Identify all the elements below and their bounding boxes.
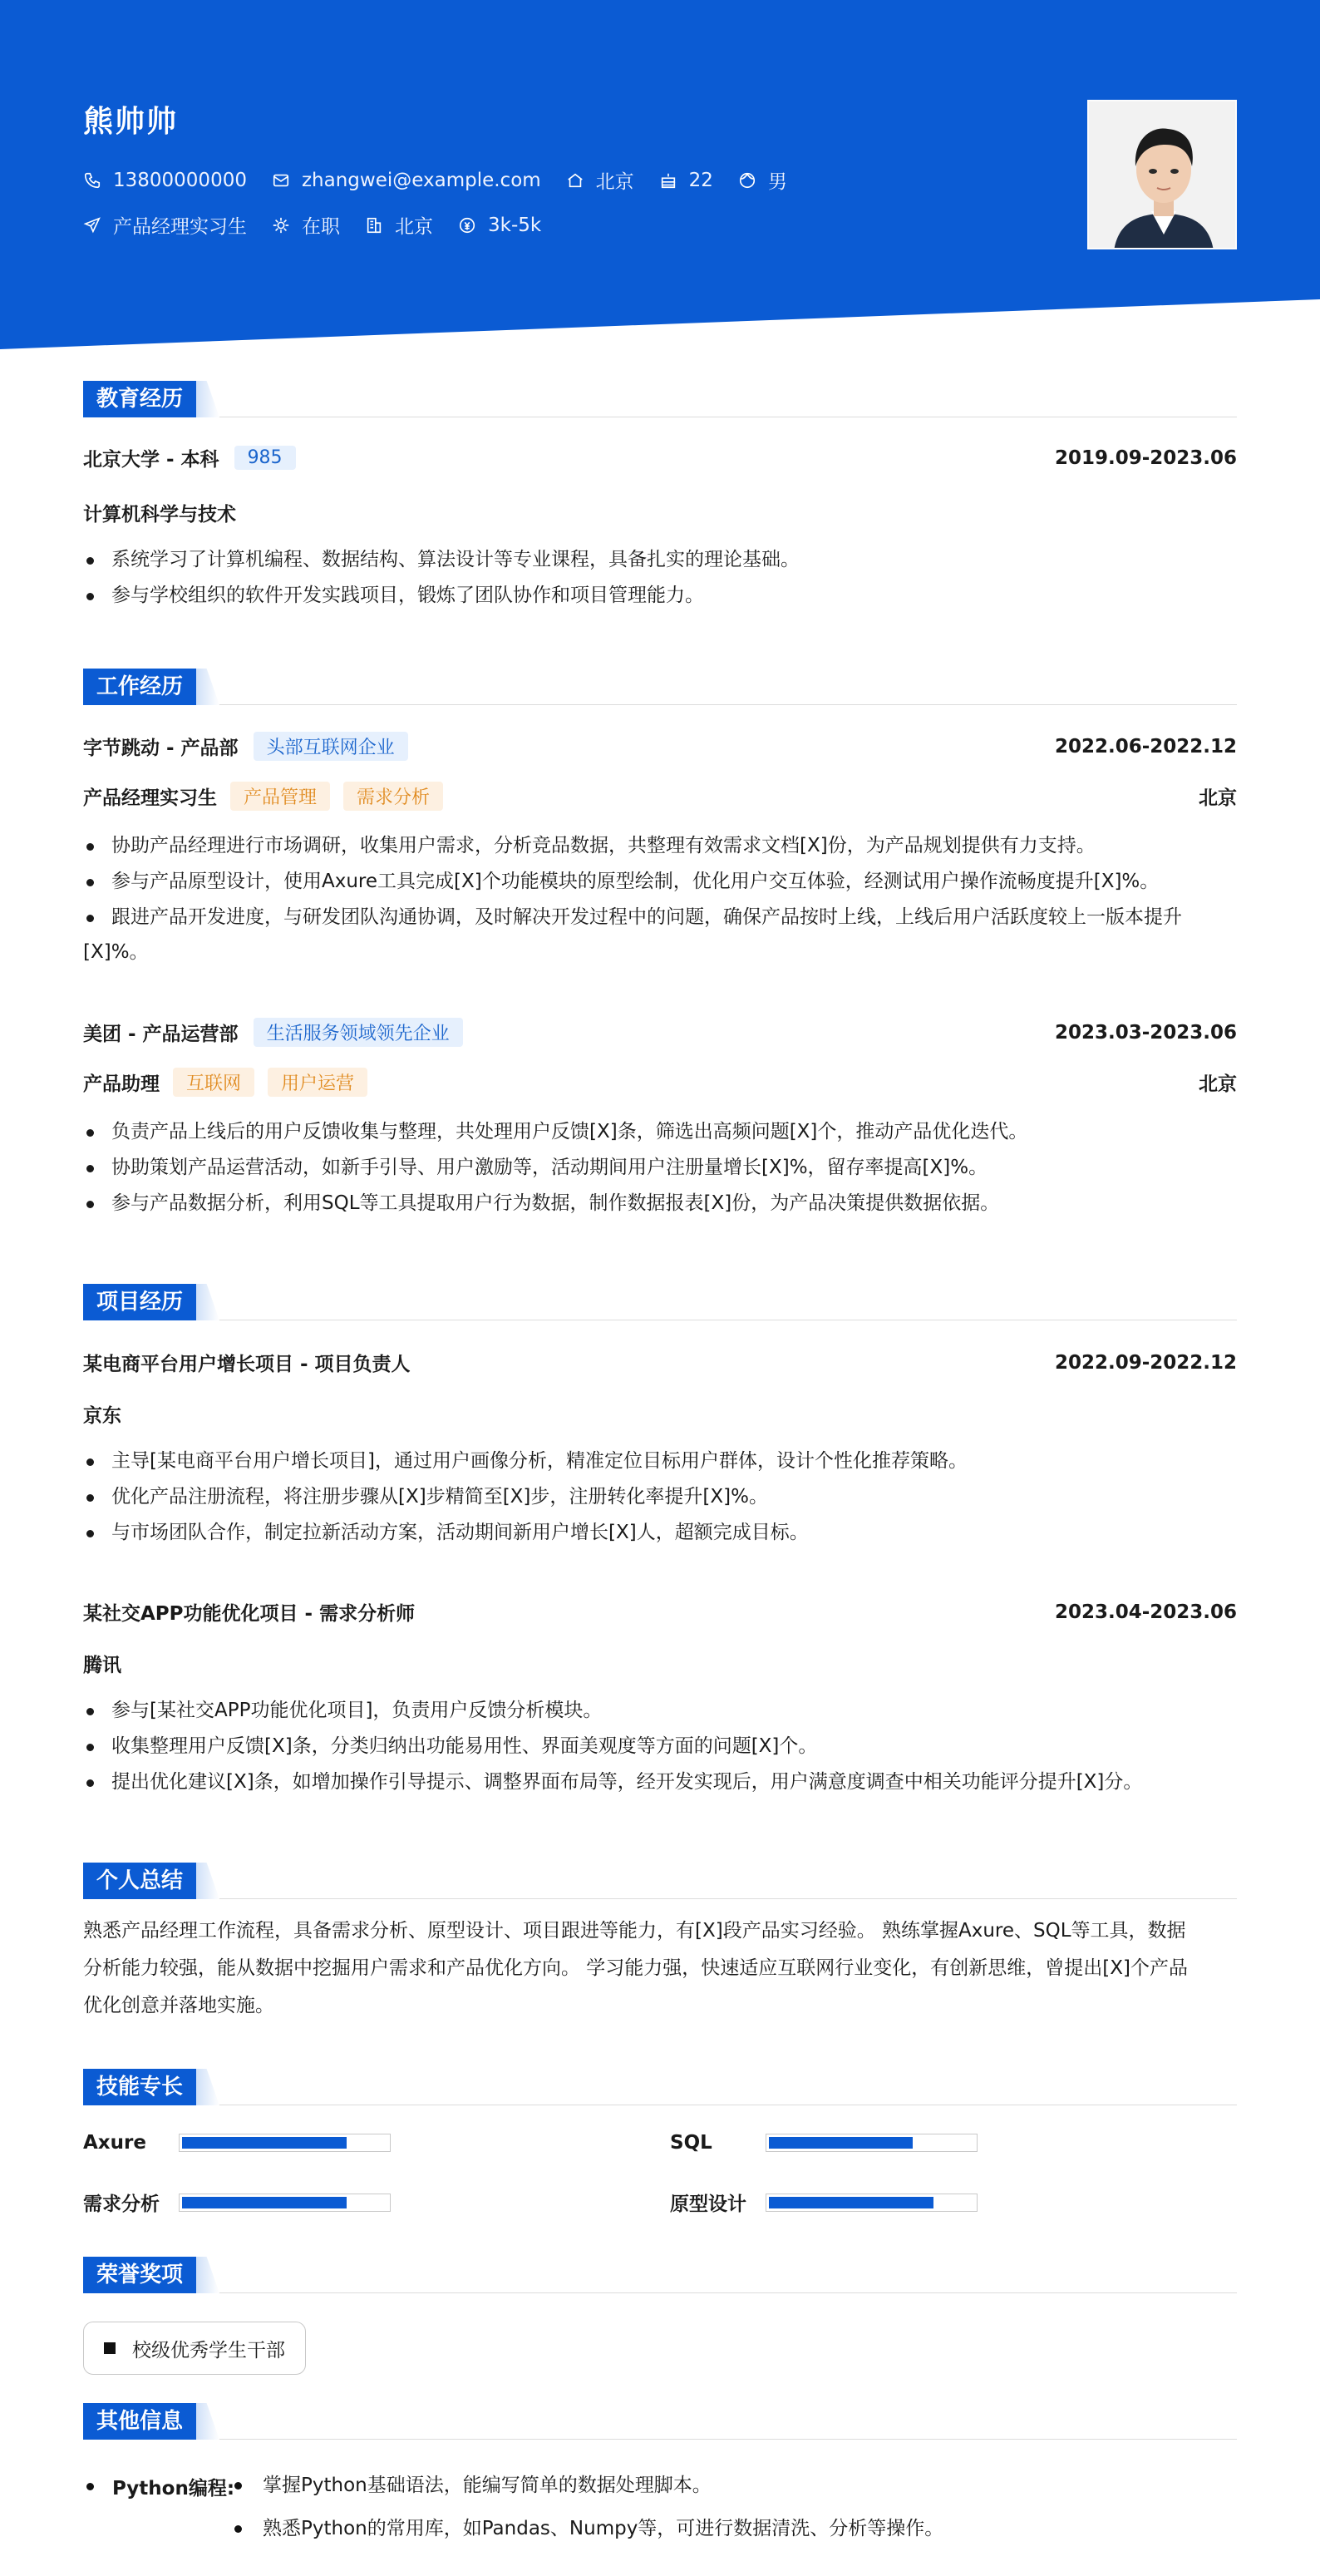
list-item: 系统学习了计算机编程、数据结构、算法设计等专业课程，具备扎实的理论基础。 [83,542,1237,578]
skill-tag: 用户运营 [268,1068,367,1097]
project-name: 某电商平台用户增长项目 - 项目负责人 [83,1354,411,1375]
portrait-image [1089,101,1237,249]
section-title-skills [83,2069,1237,2105]
project-name: 某社交APP功能优化项目 - 需求分析师 [83,1603,416,1625]
skill-bar-fill [769,2137,913,2149]
target-city-item [365,211,433,239]
school-name: 北京大学 - 本科 [83,449,219,471]
work-bullets [83,828,1237,935]
summary-section [83,1863,1237,2016]
list-item: 参与[某社交APP功能优化项目]，负责用户反馈分析模块。 [83,1693,1237,1729]
section-heading: 其他信息 [83,2403,196,2440]
skill-item [670,2132,978,2154]
summary-line: 优化创意并落地实施。 [83,1995,274,2016]
phone-icon [83,171,101,190]
mail-icon [272,171,290,190]
section-title-summary [83,1863,1237,1899]
skill-item [670,2189,978,2216]
list-item: 主导[某电商平台用户增长项目]，通过用户画像分析，精准定位目标用户群体，设计个性化推荐策略。 [83,1443,1237,1479]
age-icon [659,171,677,190]
education-date: 2019.09-2023.06 [1054,447,1237,469]
project-org: 腾讯 [83,1655,121,1676]
gender-item [738,166,787,194]
list-item: 参与产品数据分析，利用SQL等工具提取用户行为数据，制作数据报表[X]份，为产品决策提供数据依据。 [83,1186,1237,1221]
list-item: 掌握Python基础语法，能编写简单的数据处理脚本。 [234,2464,943,2507]
home-icon [566,171,584,190]
other-info-bullets [234,2464,943,2550]
summary-text [83,1912,1237,2025]
status-text: 在职 [302,216,340,238]
skill-name: 需求分析 [83,2194,160,2215]
target-city-text: 北京 [395,216,433,238]
education-section [83,381,1237,606]
section-heading: 技能专长 [83,2069,196,2105]
salary-item [458,215,541,236]
age-item [659,170,713,191]
section-heading: 工作经历 [83,669,196,705]
work-date: 2023.03-2023.06 [1054,1021,1237,1044]
list-item: 负责产品上线后的用户反馈收集与整理，共处理用户反馈[X]条，筛选出高频问题[X]个，推动产品优化迭代。 [83,1114,1237,1150]
skill-name: 原型设计 [670,2194,746,2215]
heading-accent [196,1863,219,1899]
heading-accent [196,2403,219,2440]
contact-row [83,166,812,194]
award-chip [83,2322,306,2375]
section-title-projects [83,1284,1237,1320]
work-role-row [83,782,1237,811]
other-info-key: Python编程: [112,2478,235,2500]
list-item: 参与产品原型设计，使用Axure工具完成[X]个功能模块的原型绘制，优化用户交互体验，经测试用户操作流畅度提升[X]%。 [83,864,1237,900]
skill-item [83,2132,391,2154]
email-text: zhangwei@example.com [301,169,541,191]
company-tag: 生活服务领域领先企业 [254,1018,463,1047]
skill-bar-fill [182,2197,347,2208]
heading-accent [196,2069,219,2105]
status-icon [272,216,290,234]
project-date: 2022.09-2022.12 [1054,1351,1237,1374]
candidate-name: 熊帅帅 [83,105,179,139]
square-bullet-icon [104,2342,116,2354]
project-date: 2023.04-2023.06 [1054,1601,1237,1623]
skill-bar [179,2134,391,2152]
skill-bar [179,2194,391,2212]
project-entry-header [83,1598,1237,1626]
heading-accent [196,1284,219,1320]
list-item: 协助产品经理进行市场调研，收集用户需求，分析竞品数据，共整理有效需求文档[X]份，为产品规划提供有力支持。 [83,828,1237,864]
section-title-work [83,669,1237,705]
position-text: 产品经理实习生 [113,216,247,238]
section-heading: 教育经历 [83,381,196,417]
school-tag: 985 [234,446,296,470]
project-bullets [83,1693,1237,1800]
email-item [272,170,541,191]
skill-name: Axure [83,2132,146,2154]
work-bullets [83,1114,1237,1221]
list-item: 提出优化建议[X]条，如增加操作引导提示、调整界面布局等，经开发实现后，用户满意度调查中相关功能评分提升[X]分。 [83,1764,1237,1800]
salary-text: 3k-5k [488,214,542,236]
gender-icon [738,171,756,190]
phone-text: 13800000000 [113,169,247,191]
send-icon [83,216,101,234]
skill-tag: 需求分析 [343,782,443,811]
work-role-row [83,1068,1237,1097]
profile-photo [1087,100,1237,249]
heading-accent [196,381,219,417]
heading-accent [196,669,219,705]
heading-accent [196,2257,219,2293]
job-role: 产品助理 [83,1073,160,1095]
status-item [272,211,340,239]
section-divider [83,2292,1237,2293]
section-title-awards [83,2257,1237,2293]
work-entry-header [83,1018,1237,1047]
bullet-dot [86,2483,94,2490]
section-heading: 荣誉奖项 [83,2257,196,2293]
bullet-continuation: [X]%。 [83,941,149,963]
list-item: 优化产品注册流程，将注册步骤从[X]步精简至[X]步，注册转化率提升[X]%。 [83,1479,1237,1515]
company-name: 美团 - 产品运营部 [83,1024,239,1045]
projects-section [83,1284,1237,1793]
major: 计算机科学与技术 [83,504,236,526]
project-bullets [83,1443,1237,1551]
list-item: 熟悉Python的常用库，如Pandas、Numpy等，可进行数据清洗、分析等操作。 [234,2507,943,2550]
skill-name: SQL [670,2132,712,2154]
building-icon [365,216,383,234]
other-section [83,2403,1237,2539]
project-entry-header [83,1349,1237,1376]
company-name: 字节跳动 - 产品部 [83,738,239,759]
section-heading: 项目经历 [83,1284,196,1320]
job-intent-row [83,211,566,239]
work-location: 北京 [1199,787,1237,809]
summary-line: 熟悉产品经理工作流程，具备需求分析、原型设计、项目跟进等能力，有[X]段产品实习经验。 熟练掌握Axure、SQL等工具，数据 [83,1920,1186,1942]
position-item [83,211,247,239]
list-item: 收集整理用户反馈[X]条，分类归纳出功能易用性、界面美观度等方面的问题[X]个。 [83,1729,1237,1764]
work-section [83,669,1237,1214]
education-entry-header [83,444,1237,471]
skill-bar-fill [182,2137,347,2149]
award-text: 校级优秀学生干部 [132,2339,285,2361]
work-entry-header [83,732,1237,761]
work-date: 2022.06-2022.12 [1054,735,1237,758]
gender-text: 男 [767,171,787,193]
phone-item [83,170,247,191]
skill-bar [766,2194,978,2212]
skill-tag: 产品管理 [230,782,330,811]
skills-section [83,2069,1237,2215]
work-location: 北京 [1199,1073,1237,1095]
section-divider [83,1898,1237,1899]
section-divider [83,2439,1237,2440]
skill-bar-fill [769,2197,933,2208]
project-org: 京东 [83,1405,121,1427]
age-text: 22 [688,169,713,191]
resume-header [0,0,1320,349]
skill-item [83,2189,391,2216]
awards-section [83,2257,1237,2361]
skill-bar [766,2134,978,2152]
section-title-other [83,2403,1237,2440]
list-item: 参与学校组织的软件开发实践项目，锻炼了团队协作和项目管理能力。 [83,578,1237,614]
city-text: 北京 [595,171,634,193]
company-tag: 头部互联网企业 [254,732,408,761]
skill-tag: 互联网 [173,1068,254,1097]
list-item: 与市场团队合作，制定拉新活动方案，活动期间新用户增长[X]人，超额完成目标。 [83,1515,1237,1551]
list-item: 跟进产品开发进度，与研发团队沟通协调，及时解决开发过程中的问题，确保产品按时上线，上线后用户活跃度较上一版本提升 [83,900,1237,935]
summary-line: 分析能力较强，能从数据中挖掘用户需求和产品优化方向。 学习能力强，快速适应互联网行业变化，有创新思维，曾提出[X]个产品 [83,1957,1189,1979]
list-item: 协助策划产品运营活动，如新手引导、用户激励等，活动期间用户注册量增长[X]%，留存率提高[X]%。 [83,1150,1237,1186]
section-title-education [83,381,1237,417]
city-item [566,166,634,194]
job-role: 产品经理实习生 [83,787,217,809]
education-bullets [83,542,1237,614]
salary-icon [458,216,476,234]
section-heading: 个人总结 [83,1863,196,1899]
section-divider [83,704,1237,705]
